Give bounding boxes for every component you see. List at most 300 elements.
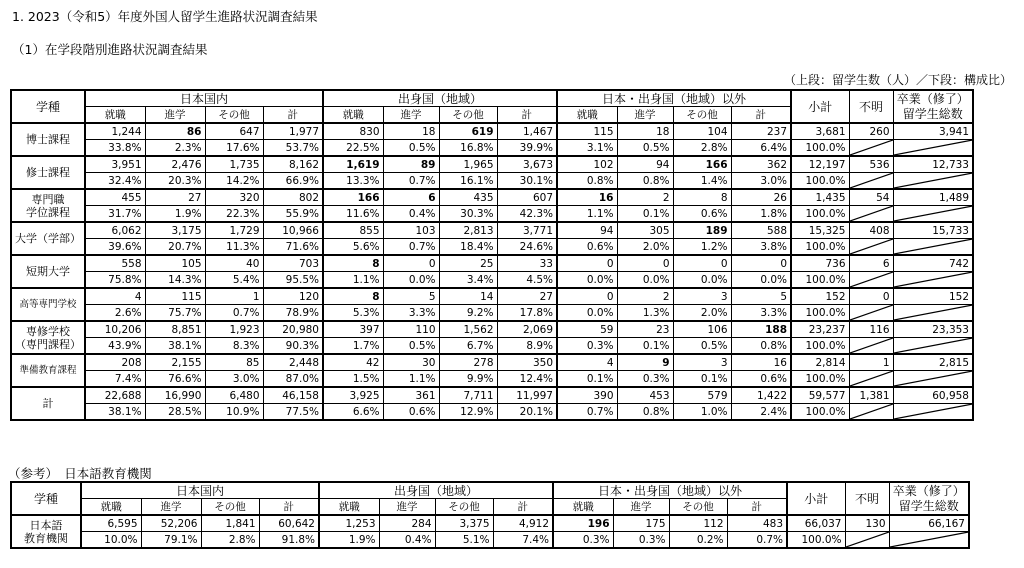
count-cell: 3,673 (497, 156, 557, 173)
count-cell: 3,925 (323, 387, 383, 404)
ratio-cell: 0.4% (383, 206, 439, 223)
ratio-cell: 53.7% (263, 140, 323, 157)
ratio-cell: 100.0% (791, 371, 849, 388)
row-label-line: （専門課程） (15, 337, 81, 351)
ratio-cell: 18.4% (439, 239, 497, 256)
ratio-cell: 3.3% (731, 305, 791, 322)
ratio-cell: 0.0% (731, 272, 791, 289)
count-cell: 59,577 (791, 387, 849, 404)
ratio-cell: 20.7% (145, 239, 205, 256)
ratio-cell: 0.3% (617, 371, 673, 388)
count-cell: 8 (323, 255, 383, 272)
count-cell: 4 (557, 354, 617, 371)
count-cell: 3,375 (435, 515, 493, 532)
ratio-cell: 7.4% (85, 371, 145, 388)
table-row-ratio (11, 239, 973, 256)
count-cell: 1,244 (85, 123, 145, 140)
ratio-cell: 95.5% (263, 272, 323, 289)
row-label (11, 321, 85, 354)
count-cell: 1,729 (205, 222, 263, 239)
ratio-cell: 3.0% (205, 371, 263, 388)
count-cell: 15,325 (791, 222, 849, 239)
count-cell: 435 (439, 189, 497, 206)
table-row-ratio (11, 404, 973, 421)
count-cell: 2,155 (145, 354, 205, 371)
header-graduates (889, 482, 969, 515)
subheader-employment: 就職 (323, 107, 383, 124)
count-cell: 8,162 (263, 156, 323, 173)
ratio-cell: 0.8% (731, 338, 791, 355)
subheader-total: 計 (497, 107, 557, 124)
row-label-line: 学位課程 (26, 205, 70, 219)
count-cell: 196 (553, 515, 613, 532)
count-cell: 0 (673, 255, 731, 272)
diagonal-cell (893, 338, 973, 355)
ratio-cell: 0.6% (383, 404, 439, 421)
ratio-cell: 12.4% (497, 371, 557, 388)
count-cell: 237 (731, 123, 791, 140)
count-cell: 110 (383, 321, 439, 338)
count-cell: 11,997 (497, 387, 557, 404)
unknown-count: 116 (849, 321, 893, 338)
count-cell: 86 (145, 123, 205, 140)
ratio-cell: 3.1% (557, 140, 617, 157)
ratio-cell: 14.3% (145, 272, 205, 289)
graduates-total: 2,815 (893, 354, 973, 371)
count-cell: 579 (673, 387, 731, 404)
row-label-line: 短期大学 (26, 265, 70, 278)
subheader-further-study: 進学 (145, 107, 205, 124)
table-row-ratio (11, 206, 973, 223)
row-label-line: 日本語 (29, 518, 63, 532)
ratio-cell: 2.8% (201, 532, 259, 549)
subheader-further-study: 進学 (617, 107, 673, 124)
count-cell: 830 (323, 123, 383, 140)
table-row (11, 189, 973, 206)
ratio-cell: 0.0% (557, 305, 617, 322)
count-cell: 105 (145, 255, 205, 272)
ratio-cell: 1.8% (731, 206, 791, 223)
row-label (11, 156, 85, 189)
count-cell: 152 (791, 288, 849, 305)
count-cell: 4,912 (493, 515, 553, 532)
count-cell: 453 (617, 387, 673, 404)
count-cell: 483 (727, 515, 787, 532)
header-graduates-line2: 留学生総数 (898, 498, 959, 513)
count-cell: 115 (557, 123, 617, 140)
graduates-total: 60,958 (893, 387, 973, 404)
ratio-cell: 2.0% (673, 305, 731, 322)
ratio-cell: 1.1% (383, 371, 439, 388)
subheader-employment: 就職 (553, 499, 613, 516)
ratio-cell: 7.4% (493, 532, 553, 549)
ratio-cell: 100.0% (791, 338, 849, 355)
count-cell: 3,175 (145, 222, 205, 239)
graduates-total: 23,353 (893, 321, 973, 338)
count-cell: 12,197 (791, 156, 849, 173)
ratio-cell: 78.9% (263, 305, 323, 322)
count-cell: 59 (557, 321, 617, 338)
ratio-cell: 9.9% (439, 371, 497, 388)
ratio-cell: 0.5% (383, 140, 439, 157)
count-cell: 40 (205, 255, 263, 272)
ratio-cell: 100.0% (791, 173, 849, 190)
reference-title: （参考） 日本語教育機関 (8, 466, 152, 481)
row-label (11, 123, 85, 156)
header-subtotal: 小計 (791, 90, 849, 123)
ratio-cell: 31.7% (85, 206, 145, 223)
subheader-other: その他 (669, 499, 727, 516)
section-title: （1）在学段階別進路状況調査結果 (12, 42, 208, 57)
count-cell: 558 (85, 255, 145, 272)
count-cell: 9 (617, 354, 673, 371)
subheader-further-study: 進学 (141, 499, 201, 516)
count-cell: 1,965 (439, 156, 497, 173)
ratio-cell: 76.6% (145, 371, 205, 388)
count-cell: 188 (731, 321, 791, 338)
ratio-cell: 5.3% (323, 305, 383, 322)
count-cell: 2,813 (439, 222, 497, 239)
subheader-other: その他 (439, 107, 497, 124)
ratio-cell: 0.7% (383, 239, 439, 256)
count-cell: 607 (497, 189, 557, 206)
count-cell: 619 (439, 123, 497, 140)
graduates-total: 1,489 (893, 189, 973, 206)
unknown-count: 6 (849, 255, 893, 272)
reference-table (10, 481, 970, 549)
graduates-total: 742 (893, 255, 973, 272)
ratio-cell: 5.6% (323, 239, 383, 256)
ratio-cell: 43.9% (85, 338, 145, 355)
count-cell: 588 (731, 222, 791, 239)
count-cell: 27 (497, 288, 557, 305)
count-cell: 52,206 (141, 515, 201, 532)
ratio-cell: 91.8% (259, 532, 319, 549)
subheader-employment: 就職 (85, 107, 145, 124)
table-row-ratio (11, 173, 973, 190)
table-row-ratio (11, 140, 973, 157)
ratio-cell: 0.5% (383, 338, 439, 355)
subheader-employment: 就職 (81, 499, 141, 516)
subheader-employment: 就職 (319, 499, 379, 516)
ratio-cell: 5.4% (205, 272, 263, 289)
ratio-cell: 90.3% (263, 338, 323, 355)
count-cell: 85 (205, 354, 263, 371)
ratio-cell: 79.1% (141, 532, 201, 549)
count-cell: 18 (383, 123, 439, 140)
ratio-cell: 17.8% (497, 305, 557, 322)
ratio-cell: 0.6% (731, 371, 791, 388)
ratio-cell: 38.1% (85, 404, 145, 421)
ratio-cell: 1.7% (323, 338, 383, 355)
count-cell: 30 (383, 354, 439, 371)
count-cell: 350 (497, 354, 557, 371)
diagonal-cell (893, 173, 973, 190)
count-cell: 5 (731, 288, 791, 305)
diagonal-cell (849, 371, 893, 388)
row-label (11, 189, 85, 222)
ratio-cell: 9.2% (439, 305, 497, 322)
count-cell: 189 (673, 222, 731, 239)
diagonal-cell (849, 305, 893, 322)
ratio-cell: 1.1% (557, 206, 617, 223)
ratio-cell: 0.0% (383, 272, 439, 289)
ratio-cell: 100.0% (791, 272, 849, 289)
ratio-cell: 14.2% (205, 173, 263, 190)
count-cell: 208 (85, 354, 145, 371)
count-cell: 3 (673, 288, 731, 305)
ratio-cell: 33.8% (85, 140, 145, 157)
ratio-cell: 6.6% (323, 404, 383, 421)
count-cell: 6,062 (85, 222, 145, 239)
count-cell: 703 (263, 255, 323, 272)
count-cell: 2,069 (497, 321, 557, 338)
subheader-other: その他 (201, 499, 259, 516)
unknown-count: 54 (849, 189, 893, 206)
count-cell: 89 (383, 156, 439, 173)
header-unknown: 不明 (849, 90, 893, 123)
count-cell: 16 (731, 354, 791, 371)
ratio-cell: 0.5% (673, 338, 731, 355)
count-cell: 2,448 (263, 354, 323, 371)
count-cell: 6,595 (81, 515, 141, 532)
ratio-cell: 0.0% (617, 272, 673, 289)
ratio-cell: 75.7% (145, 305, 205, 322)
ratio-cell: 1.3% (617, 305, 673, 322)
count-cell: 455 (85, 189, 145, 206)
count-cell: 106 (673, 321, 731, 338)
header-japan: 日本国内 (81, 482, 319, 499)
count-cell: 2,814 (791, 354, 849, 371)
subheader-further-study: 進学 (379, 499, 435, 516)
table-row (11, 288, 973, 305)
diagonal-cell (889, 532, 969, 549)
ratio-cell: 0.3% (553, 532, 613, 549)
graduates-total: 12,733 (893, 156, 973, 173)
count-cell: 1,562 (439, 321, 497, 338)
ratio-cell: 3.4% (439, 272, 497, 289)
row-label-line: 専門職 (31, 192, 65, 206)
ratio-cell: 3.3% (383, 305, 439, 322)
ratio-cell: 75.8% (85, 272, 145, 289)
ratio-cell: 1.2% (673, 239, 731, 256)
ratio-cell: 0.1% (557, 371, 617, 388)
ratio-cell: 38.1% (145, 338, 205, 355)
ratio-cell: 77.5% (263, 404, 323, 421)
diagonal-cell (849, 239, 893, 256)
ratio-cell: 6.7% (439, 338, 497, 355)
subheader-other: その他 (673, 107, 731, 124)
ratio-cell: 2.8% (673, 140, 731, 157)
subheader-employment: 就職 (557, 107, 617, 124)
ratio-cell: 16.1% (439, 173, 497, 190)
ratio-cell: 1.1% (323, 272, 383, 289)
ratio-cell: 0.0% (557, 272, 617, 289)
count-cell: 166 (323, 189, 383, 206)
table-row-ratio (11, 338, 973, 355)
count-cell: 94 (617, 156, 673, 173)
row-label (11, 515, 81, 548)
units-note: （上段：留学生数（人）／下段：構成比） (783, 73, 1012, 87)
table-row-ratio (11, 272, 973, 289)
count-cell: 6 (383, 189, 439, 206)
ratio-cell: 100.0% (791, 206, 849, 223)
diagonal-cell (893, 140, 973, 157)
count-cell: 60,642 (259, 515, 319, 532)
diagonal-cell (849, 404, 893, 421)
count-cell: 397 (323, 321, 383, 338)
subheader-other: その他 (205, 107, 263, 124)
ratio-cell: 30.3% (439, 206, 497, 223)
diagonal-cell (893, 404, 973, 421)
count-cell: 20,980 (263, 321, 323, 338)
count-cell: 4 (85, 288, 145, 305)
count-cell: 3,681 (791, 123, 849, 140)
row-label-line: 教育機関 (24, 531, 68, 545)
ratio-cell: 2.4% (731, 404, 791, 421)
count-cell: 284 (379, 515, 435, 532)
ratio-cell: 12.9% (439, 404, 497, 421)
count-cell: 3,771 (497, 222, 557, 239)
header-graduates (893, 90, 973, 123)
count-cell: 278 (439, 354, 497, 371)
ratio-cell: 2.0% (617, 239, 673, 256)
ratio-cell: 11.6% (323, 206, 383, 223)
ratio-cell: 22.3% (205, 206, 263, 223)
count-cell: 23 (617, 321, 673, 338)
count-cell: 1,977 (263, 123, 323, 140)
ratio-cell: 22.5% (323, 140, 383, 157)
ratio-cell: 0.6% (673, 206, 731, 223)
row-label-line: 準備教育課程 (19, 365, 77, 376)
count-cell: 14 (439, 288, 497, 305)
ratio-cell: 0.7% (383, 173, 439, 190)
count-cell: 112 (669, 515, 727, 532)
table-row (11, 123, 973, 140)
ratio-cell: 0.0% (673, 272, 731, 289)
subheader-total: 計 (731, 107, 791, 124)
count-cell: 10,966 (263, 222, 323, 239)
header-japan: 日本国内 (85, 90, 323, 107)
count-cell: 94 (557, 222, 617, 239)
header-subtotal: 小計 (787, 482, 845, 515)
diagonal-cell (849, 206, 893, 223)
header-unknown: 不明 (845, 482, 889, 515)
subheader-total: 計 (493, 499, 553, 516)
ratio-cell: 1.5% (323, 371, 383, 388)
count-cell: 120 (263, 288, 323, 305)
ratio-cell: 32.4% (85, 173, 145, 190)
unknown-count: 1,381 (849, 387, 893, 404)
count-cell: 802 (263, 189, 323, 206)
count-cell: 390 (557, 387, 617, 404)
count-cell: 1,467 (497, 123, 557, 140)
table-row (11, 321, 973, 338)
count-cell: 855 (323, 222, 383, 239)
count-cell: 0 (557, 288, 617, 305)
diagonal-cell (849, 140, 893, 157)
ratio-cell: 0.8% (617, 404, 673, 421)
ratio-cell: 0.1% (673, 371, 731, 388)
ratio-cell: 5.1% (435, 532, 493, 549)
ratio-cell: 20.3% (145, 173, 205, 190)
table-row (11, 515, 969, 532)
ratio-cell: 11.3% (205, 239, 263, 256)
diagonal-cell (849, 338, 893, 355)
diagonal-cell (845, 532, 889, 549)
ratio-cell: 10.0% (81, 532, 141, 549)
ratio-cell: 0.8% (617, 173, 673, 190)
count-cell: 2,476 (145, 156, 205, 173)
table-row-ratio (11, 532, 969, 549)
count-cell: 1,435 (791, 189, 849, 206)
diagonal-cell (893, 272, 973, 289)
unknown-count: 130 (845, 515, 889, 532)
table-row (11, 387, 973, 404)
page-title: 1. 2023（令和5）年度外国人留学生進路状況調査結果 (12, 9, 318, 24)
header-home-country: 出身国（地域） (323, 90, 557, 107)
ratio-cell: 39.6% (85, 239, 145, 256)
count-cell: 1,841 (201, 515, 259, 532)
ratio-cell: 0.8% (557, 173, 617, 190)
header-graduates-line2: 留学生総数 (902, 106, 963, 121)
diagonal-cell (893, 206, 973, 223)
row-label-line: 専修学校 (26, 324, 70, 338)
count-cell: 1,619 (323, 156, 383, 173)
count-cell: 8 (673, 189, 731, 206)
ratio-cell: 0.2% (669, 532, 727, 549)
row-label (11, 387, 85, 420)
graduates-total: 3,941 (893, 123, 973, 140)
header-category: 学種 (11, 482, 81, 515)
ratio-cell: 1.9% (319, 532, 379, 549)
row-label-line: 修士課程 (26, 166, 70, 179)
subheader-further-study: 進学 (383, 107, 439, 124)
ratio-cell: 13.3% (323, 173, 383, 190)
count-cell: 0 (617, 255, 673, 272)
ratio-cell: 0.4% (379, 532, 435, 549)
table-row (11, 354, 973, 371)
ratio-cell: 1.4% (673, 173, 731, 190)
row-label-line: 高等専門学校 (19, 299, 77, 310)
count-cell: 115 (145, 288, 205, 305)
ratio-cell: 100.0% (791, 404, 849, 421)
count-cell: 0 (557, 255, 617, 272)
unknown-count: 0 (849, 288, 893, 305)
subheader-total: 計 (259, 499, 319, 516)
unknown-count: 536 (849, 156, 893, 173)
count-cell: 2 (617, 288, 673, 305)
ratio-cell: 0.7% (727, 532, 787, 549)
table-row (11, 255, 973, 272)
count-cell: 102 (557, 156, 617, 173)
ratio-cell: 55.9% (263, 206, 323, 223)
header-graduates-line1: 卒業（修了） (892, 483, 965, 498)
ratio-cell: 0.1% (617, 338, 673, 355)
ratio-cell: 24.6% (497, 239, 557, 256)
ratio-cell: 28.5% (145, 404, 205, 421)
count-cell: 647 (205, 123, 263, 140)
diagonal-cell (893, 305, 973, 322)
count-cell: 42 (323, 354, 383, 371)
count-cell: 1,735 (205, 156, 263, 173)
main-results-table (10, 89, 974, 421)
subheader-total: 計 (263, 107, 323, 124)
count-cell: 16,990 (145, 387, 205, 404)
ratio-cell: 42.3% (497, 206, 557, 223)
row-label-line: 計 (42, 397, 54, 410)
ratio-cell: 30.1% (497, 173, 557, 190)
